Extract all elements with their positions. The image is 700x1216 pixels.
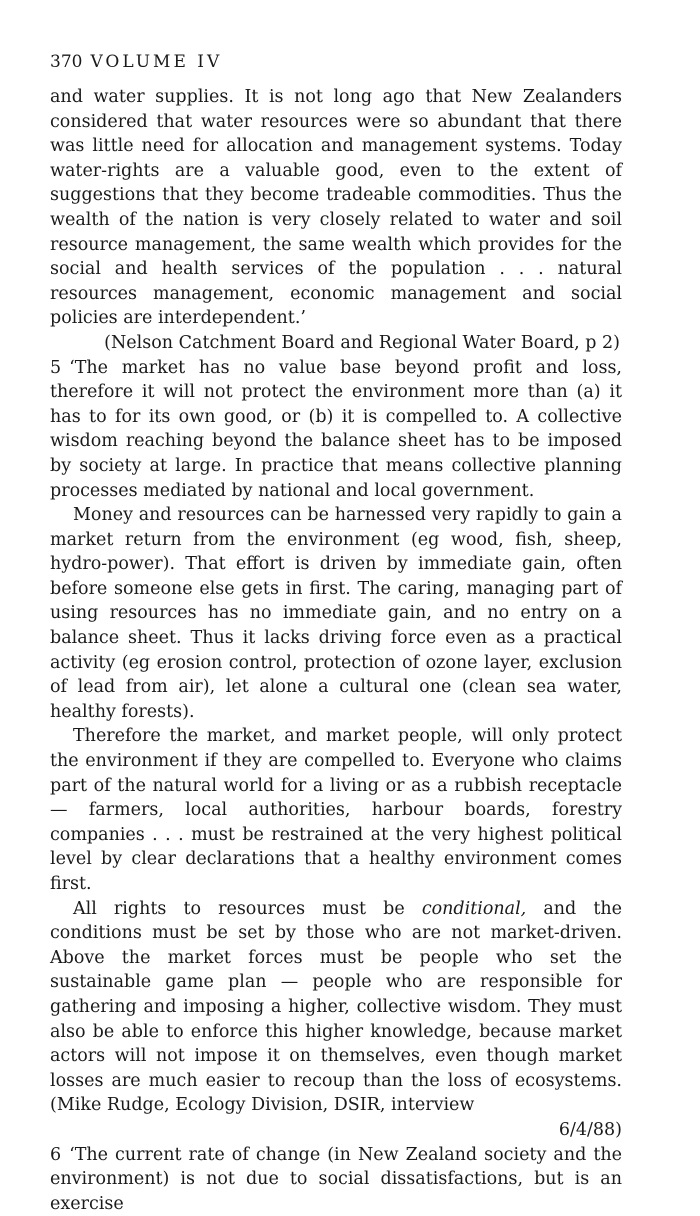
citation-rudge: (Mike Rudge, Ecology Division, DSIR, interview [50, 1095, 475, 1116]
paragraph-money: Money and resources can be harnessed very rapidly to gain a market return from the environment (eg wood, fish, sheep, hydro-power). That effort is driven by immediate gain, often before someone else gets in first. The caring, managing part of using resources has no immediate gain, and no entry on a balance sheet. Thus it lacks driving force even as a practical activity (eg erosion control, protection of ozone layer, exclusion of lead from air), let alone a cultural one (clean sea water, healthy forests). [50, 505, 622, 722]
paragraph-market: Therefore the market, and market people, will only protect the environment if they are compelled to. Everyone who claims part of the natural world for a living or as a rubbish receptacle — farmers, local authorities, harbour boards, forestry companies . . . must be restrained at the very highest political level by clear declarations that a healthy environment comes first. [50, 726, 622, 894]
item-text: ‘The current rate of change (in New Zealand society and the environment) is not due to social dissatisfactions, but is an exercise [50, 1144, 622, 1214]
text-run: and the conditions must be set by those who are not market-driven. Above the market forces must be people who set the sustainable game plan — people who are responsible for gathering and imposing a higher, collective wisdom. They must also be able to enforce this higher knowledge, because market actors will not impose it on themselves, even though market losses are much easier to recoup than the loss of ecosystems. [50, 898, 622, 1091]
item-text: ‘The market has no value base beyond profit and loss, therefore it will not protect the environment more than (a) it has to for its own good, or (b) it is compelled to. A collective wisdom reaching beyond the balance sheet has to be imposed by society at large. In practice that means collective planning processes mediated by national and local government. [50, 357, 622, 501]
italic-run: conditional, [421, 898, 527, 919]
citation-date: 6/4/88) [558, 1119, 622, 1140]
item-number: 5 [50, 357, 62, 378]
paragraph-rights [50, 897, 622, 1118]
item-5 [50, 356, 622, 504]
item-number: 6 [50, 1144, 62, 1165]
paragraph-continued: and water supplies. It is not long ago that New Zealanders considered that water resources were so abundant that there was little need for allocation and management systems. Today water-rights are a valuable good, even to the extent of suggestions that they become tradeable commodities. Thus the wealth of the nation is very closely related to water and soil resource management, the same wealth which provides for the social and health services of the population . . . natural resources management, economic management and social policies are interdependent.’ [50, 87, 622, 329]
citation-nelson: (Nelson Catchment Board and Regional Water Board, p 2) [104, 332, 620, 353]
running-header [50, 50, 622, 74]
text-run: All rights to resources must be [73, 898, 422, 919]
item-6 [50, 1143, 622, 1216]
volume-title: VOLUME IV [90, 52, 223, 72]
page-number: 370 [50, 52, 83, 72]
